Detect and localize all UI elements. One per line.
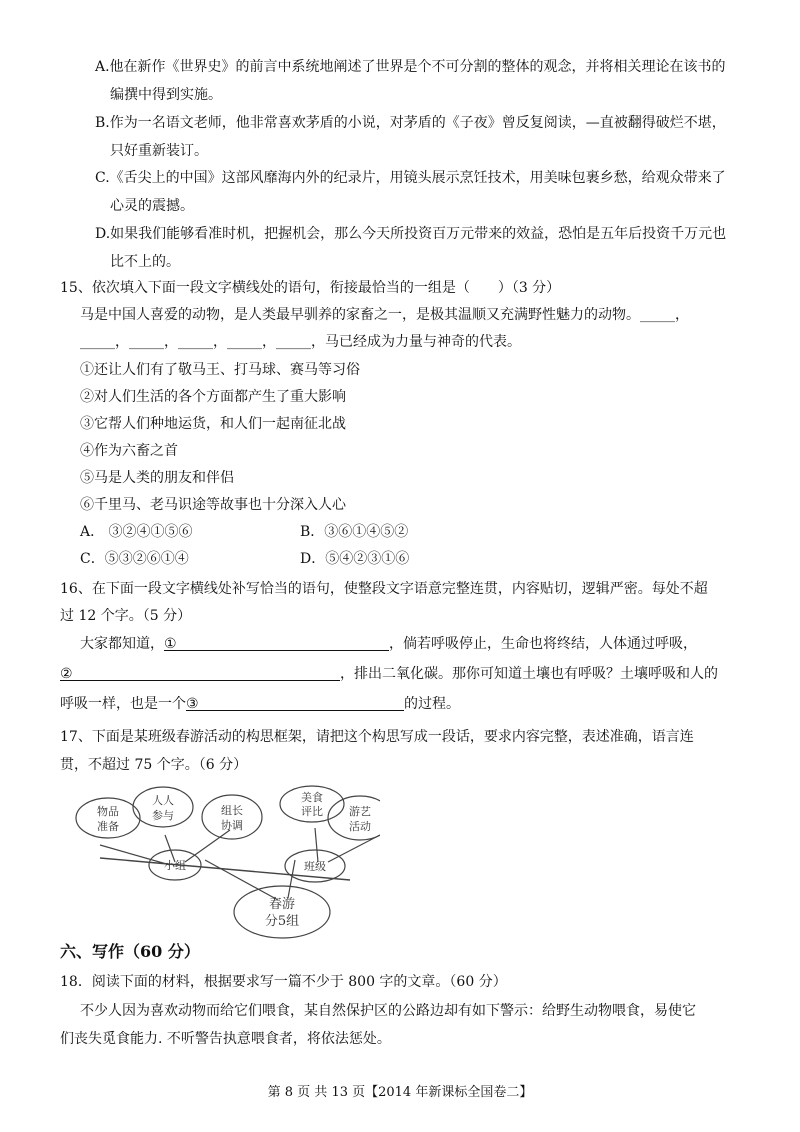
- q15-item: ⑥千里马、老马识途等故事也十分深入人心: [80, 497, 346, 513]
- q15-option-d: D．⑤④②③①⑥: [300, 551, 410, 567]
- q15-passage-line2: _____，_____，_____，_____，_____，马已经成为力量与神奇的代表。: [80, 334, 521, 350]
- q16-stem-line2: 过 12 个字。（5 分）: [60, 608, 192, 624]
- blank-marker: ③: [186, 696, 199, 712]
- q15-item: ④作为六畜之首: [80, 443, 178, 459]
- q15-item: ⑤马是人类的朋友和伴侣: [80, 470, 234, 486]
- q15-option-b: B．③⑥①④⑤②: [300, 524, 409, 540]
- blank-marker: ①: [164, 636, 177, 652]
- q14-option-b-line2: 只好重新装订。: [110, 143, 208, 159]
- diagram-connector: [100, 845, 170, 865]
- blank-marker: ②: [60, 666, 73, 682]
- q16-text: 的过程。: [404, 696, 460, 712]
- q16-text: ，倘若呼吸停止，生命也将终结，人体通过呼吸，: [389, 636, 697, 652]
- diagram-connector: [165, 835, 175, 862]
- node-label: 物品: [97, 805, 119, 818]
- diagram-connector: [315, 828, 318, 862]
- q14-option-d-line1: D.如果我们能够看准时机，把握机会，那么今天所投资百万元带来的效益，恐怕是五年后投资千万元也: [95, 226, 727, 242]
- node-games: [328, 796, 380, 840]
- q15-passage-line1: 马是中国人喜爱的动物，是人类最早驯养的家畜之一，是极其温顺又充满野性魅力的动物。_____，: [80, 307, 689, 323]
- q14-option-c-line1: C.《舌尖上的中国》这部风靡海内外的纪录片，用镜头展示烹饪技术，用美味包裹乡愁，给观众带来了: [95, 170, 726, 186]
- diagram-connector: [205, 860, 278, 900]
- q14-option-a-line2: 编撰中得到实施。: [110, 87, 222, 103]
- q16-paragraph-line3: [60, 694, 460, 714]
- q18-stem: 18．阅读下面的材料，根据要求写一篇不少于 800 字的文章。（60 分）: [60, 974, 507, 990]
- concept-diagram: [60, 780, 380, 942]
- q16-text: ，排出二氧化碳。那你可知道土壤也有呼吸？土壤呼吸和人的: [340, 666, 718, 682]
- node-label: 协调: [221, 819, 243, 832]
- node-label: 评比: [301, 805, 323, 818]
- node-label: 人人: [152, 794, 174, 807]
- node-label: 春游: [268, 897, 296, 912]
- answer-blank-2[interactable]: [60, 664, 340, 681]
- q15-item: ③它帮人们种地运货，和人们一起南征北战: [80, 416, 346, 432]
- node-label: 组长: [221, 804, 243, 817]
- node-label: 准备: [97, 820, 119, 833]
- q14-option-d-line2: 比不上的。: [110, 254, 180, 270]
- node-label: 游艺: [349, 805, 371, 818]
- q16-paragraph-line2: [60, 664, 718, 684]
- node-label: 参与: [152, 809, 174, 822]
- answer-blank-3[interactable]: [186, 694, 404, 711]
- q17-stem-line1: 17、下面是某班级春游活动的构思框架，请把这个构思写成一段话，要求内容完整，表述准确，语言连: [60, 729, 694, 745]
- q14-option-b-line1: B.作为一名语文老师，他非常喜欢茅盾的小说，对茅盾的《子夜》曾反复阅读，—直被翻得破烂不堪，: [95, 115, 726, 131]
- q18-material-line1: 不少人因为喜欢动物而给它们喂食，某自然保护区的公路边却有如下警示：给野生动物喂食，易使它: [80, 1003, 696, 1019]
- diagram-connector: [288, 860, 295, 898]
- node-label: 活动: [349, 820, 371, 833]
- page-footer: 第 8 页 共 13 页【2014 年新课标全国卷二】: [267, 1085, 533, 1100]
- q16-text: 大家都知道，: [80, 636, 164, 652]
- q18-material-line2: 们丧失觅食能力. 不听警告执意喂食者，将依法惩处。: [60, 1031, 391, 1047]
- q15-stem: 15、依次填入下面一段文字横线处的语句，衔接最恰当的一组是（ ）（3 分）: [60, 280, 561, 296]
- q15-item: ①还让人们有了敬马王、打马球、赛马等习俗: [80, 362, 360, 378]
- q16-stem-line1: 16、在下面一段文字横线处补写恰当的语句，使整段文字语意完整连贯，内容贴切，逻辑严密。每处不超: [60, 581, 708, 597]
- q15-option-a: A． ③②④①⑤⑥: [80, 524, 193, 540]
- section-heading: 六、写作（60 分）: [60, 942, 200, 961]
- q15-option-c: C．⑤③②⑥①④: [80, 551, 189, 567]
- q14-option-a-line1: A.他在新作《世界史》的前言中系统地阐述了世界是个不可分割的整体的观念，并将相关理论在该书的: [95, 59, 726, 75]
- node-label: 班级: [304, 860, 326, 873]
- q15-item: ②对人们生活的各个方面都产生了重大影响: [80, 389, 346, 405]
- diagram-connector: [185, 830, 230, 862]
- node-label: 美食: [301, 791, 323, 804]
- node-root: [234, 886, 330, 938]
- q16-text: 呼吸一样，也是一个: [60, 696, 186, 712]
- node-leader-coord: [202, 795, 262, 839]
- node-label: 小组: [164, 859, 186, 872]
- q16-paragraph-line1: [80, 634, 697, 654]
- q14-option-c-line2: 心灵的震撼。: [110, 198, 194, 214]
- q17-stem-line2: 贯，不超过 75 个字。（6 分）: [60, 757, 248, 773]
- answer-blank-1[interactable]: [164, 634, 389, 651]
- node-label: 分5组: [264, 914, 300, 929]
